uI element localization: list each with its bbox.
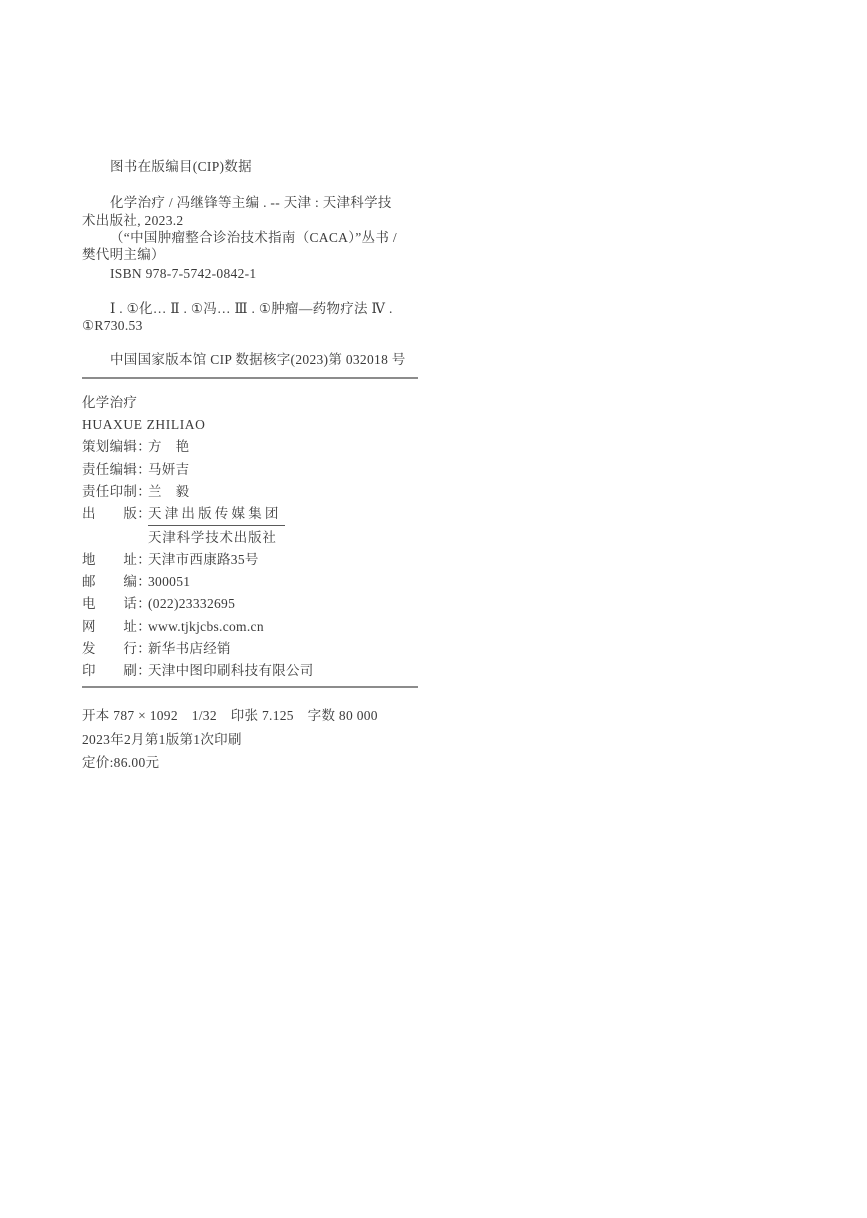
credit-row-print-supervisor — [82, 481, 418, 503]
cip-classification-line2: ①R730.53 — [82, 318, 143, 334]
publisher-values — [148, 503, 285, 549]
edition-line: 2023年2月第1版第1次印刷 — [82, 731, 242, 747]
cip-entry-line2: 术出版社, 2023.2 — [82, 212, 184, 228]
detail-label: 网 址： — [82, 618, 151, 634]
book-title: 化学治疗 — [82, 394, 138, 410]
print-spec-section — [82, 704, 418, 775]
publisher-group-name: 天津出版传媒集团 — [148, 503, 285, 526]
address-row — [82, 549, 418, 571]
detail-value: (022)23332695 — [148, 596, 236, 612]
cip-series-line1: （“中国肿瘤整合诊治技术指南（CACA）”丛书 / — [110, 229, 397, 245]
price-line: 定价:86.00元 — [82, 755, 160, 771]
publisher-row — [82, 503, 418, 549]
credit-row-responsible-editor — [82, 459, 418, 481]
detail-label: 地 址： — [82, 551, 151, 567]
isbn-line: ISBN 978-7-5742-0842-1 — [110, 266, 257, 282]
cip-classification-line1: Ⅰ . ①化… Ⅱ . ①冯… Ⅲ . ①肿瘤—药物疗法 Ⅳ . — [110, 300, 393, 316]
phone-row — [82, 593, 418, 615]
detail-value: 天津市西康路35号 — [148, 551, 259, 567]
publisher-press-name: 天津科学技术出版社 — [148, 529, 277, 545]
format-line: 开本 787 × 1092 1/32 印张 7.125 字数 80 000 — [82, 708, 378, 724]
detail-value: www.tjkjcbs.com.cn — [148, 618, 264, 634]
publication-section — [82, 392, 418, 683]
copyright-content — [82, 158, 418, 775]
detail-value: 300051 — [148, 573, 191, 589]
printer-row — [82, 660, 418, 682]
cip-entry-line1: 化学治疗 / 冯继锋等主编 . -- 天津 : 天津科学技 — [110, 195, 392, 211]
website-row — [82, 616, 418, 638]
distribution-row — [82, 638, 418, 660]
detail-label: 邮 编： — [82, 573, 151, 589]
detail-label: 发 行： — [82, 640, 151, 656]
credit-label: 责任编辑： — [82, 461, 151, 477]
credit-row-planning-editor — [82, 436, 418, 458]
cip-series-line2: 樊代明主编） — [82, 247, 165, 263]
publisher-label: 出 版： — [82, 506, 151, 522]
book-title-pinyin: HUAXUE ZHILIAO — [82, 416, 206, 432]
divider-top — [82, 377, 418, 379]
credit-label: 策划编辑： — [82, 439, 151, 455]
cip-registry-number: 中国国家版本馆 CIP 数据核字(2023)第 032018 号 — [110, 352, 406, 368]
detail-label: 电 话： — [82, 596, 151, 612]
credit-value: 兰 毅 — [148, 483, 190, 499]
cip-section — [82, 158, 418, 369]
divider-bottom — [82, 686, 418, 688]
postcode-row — [82, 571, 418, 593]
cip-heading: 图书在版编目(CIP)数据 — [110, 159, 252, 174]
detail-value: 天津中图印刷科技有限公司 — [148, 663, 314, 679]
credit-value: 马妍吉 — [148, 461, 190, 477]
credit-label: 责任印制： — [82, 483, 151, 499]
credit-value: 方 艳 — [148, 439, 190, 455]
detail-label: 印 刷： — [82, 663, 151, 679]
detail-value: 新华书店经销 — [148, 640, 231, 656]
